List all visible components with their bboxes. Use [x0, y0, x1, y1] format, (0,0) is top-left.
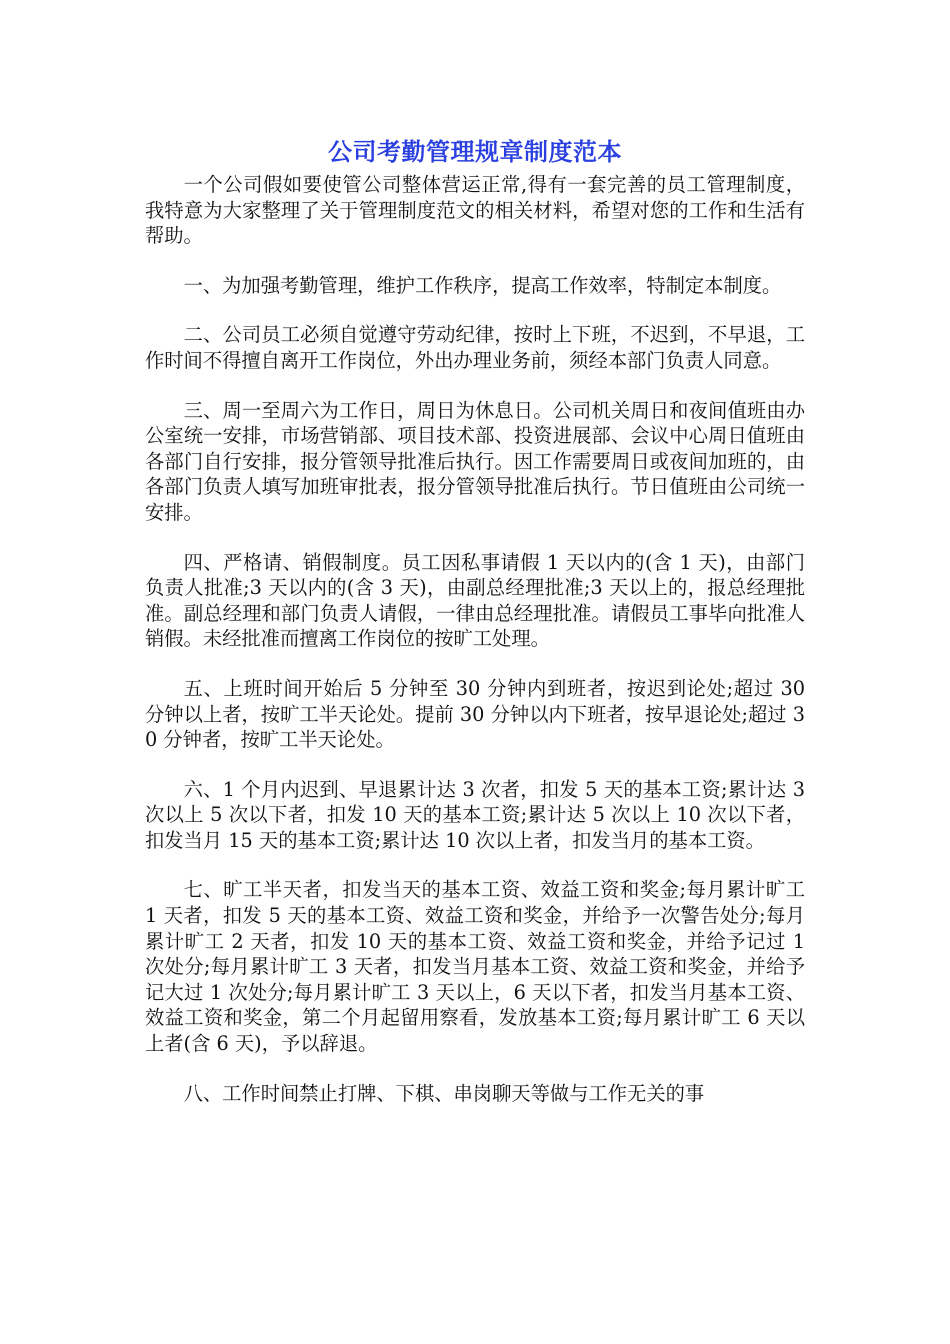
rule-paragraph-4: 四、严格请、销假制度。员工因私事请假 1 天以内的(含 1 天)，由部门负责人批准;3 天以内的(含 3 天)，由副总经理批准;3 天以上的，报总经理批准。副总经理和部门负责人请假，一律由总经理批准。请假员工事毕向批准人销假。未经批准而擅离工作岗位的按旷工处理。 [145, 550, 805, 651]
rule-paragraph-5: 五、上班时间开始后 5 分钟至 30 分钟内到班者，按迟到论处;超过 30 分钟以上者，按旷工半天论处。提前 30 分钟以内下班者，按早退论处;超过 30 分钟者，按旷工半天论处。 [145, 676, 805, 752]
rule-paragraph-1: 一、为加强考勤管理，维护工作秩序，提高工作效率，特制定本制度。 [183, 273, 782, 297]
rule-paragraph-2: 二、公司员工必须自觉遵守劳动纪律，按时上下班，不迟到，不早退，工作时间不得擅自离开工作岗位，外出办理业务前，须经本部门负责人同意。 [145, 323, 805, 372]
rule-paragraph-6: 六、1 个月内迟到、早退累计达 3 次者，扣发 5 天的基本工资;累计达 3 次以上 5 次以下者，扣发 10 天的基本工资;累计达 5 次以上 10 次以下者，扣发当月 15 天的基本工资;累计达 10 次以上者，扣发当月的基本工资。 [145, 777, 805, 852]
rule-paragraph-7: 七、旷工半天者，扣发当天的基本工资、效益工资和奖金;每月累计旷工 1 天者，扣发 5 天的基本工资、效益工资和奖金，并给予一次警告处分;每月累计旷工 2 天者，扣发 10 天的基本工资、效益工资和奖金，并给予记过 1 次处分;每月累计旷工 3 天者，扣发当月基本工资、效益工资和奖金，并给予记大过 1 次处分;每月累计旷工 3 天以上，6 天以下者，扣发当月基本工资、效益工资和奖金，第二个月起留用察看，发放基本工资;每月累计旷工 6 天以上者(含 6 天)，予以辞退。 [145, 878, 805, 1056]
document-body [145, 172, 805, 1130]
intro-paragraph: 一个公司假如要使管公司整体营运正常,得有一套完善的员工管理制度，我特意为大家整理了关于管理制度范文的相关材料，希望对您的工作和生活有帮助。 [145, 173, 805, 248]
rule-paragraph-3: 三、周一至周六为工作日，周日为休息日。公司机关周日和夜间值班由办公室统一安排，市场营销部、项目技术部、投资进展部、会议中心周日值班由各部门自行安排，报分管领导批准后执行。因工作需要周日或夜间加班的，由各部门负责人填写加班审批表，报分管领导批准后执行。节日值班由公司统一安排。 [145, 398, 805, 524]
document-title: 公司考勤管理规章制度范本 [328, 138, 622, 166]
rule-paragraph-8: 八、工作时间禁止打牌、下棋、串岗聊天等做与工作无关的事 [183, 1081, 705, 1105]
